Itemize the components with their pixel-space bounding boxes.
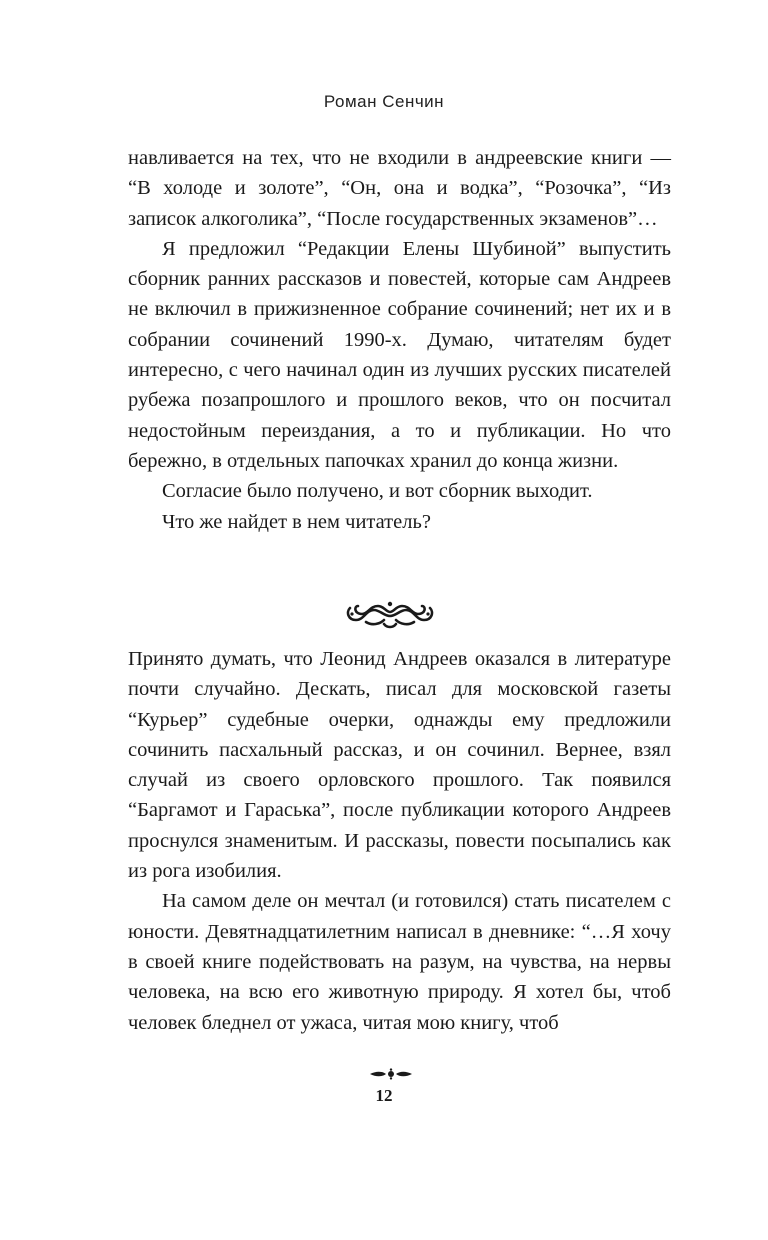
running-head: Роман Сенчин [323, 92, 445, 111]
paragraph-proposal: Я предложил “Редакции Елены Шубиной” выпустить сборник ранних рассказов и повестей, которые сам Андреев не включил в прижизненное собрание сочинений; нет их и в собрании сочинений 1990-х. Думаю, читателям будет интересно, с чего начинал один из лучших русских писателей рубежа позапрошлого и прошлого веков, что он посчитал недостойным переиздания, а то и публикации. Но что бережно, в отдельных папочках хранил до конца жизни. [128, 237, 671, 472]
paragraph-agreement: Согласие было получено, и вот сборник выходит. [162, 480, 593, 503]
text-section-2 [128, 644, 671, 1038]
text-section-1 [128, 143, 671, 537]
footer-ornament-icon [368, 1068, 414, 1080]
paragraph-continuation: навливается на тех, что не входили в андреевские книги — “В холоде и золоте”, “Он, она и водка”, “Розочка”, “Из записок алкоголика”, “После государственных экзаменов”… [128, 147, 671, 230]
paragraph-legend: Принято думать, что Леонид Андреев оказался в литературе почти случайно. Дескать, писал для московской газеты “Курьер” судебные очерки, однажды ему предложили сочинить пасхальный рассказ, и он сочинил. Вернее, взял случай из своего орловского прошлого. Так появился “Баргамот и Гараська”, после публикации которого Андреев проснулся знаменитым. И рассказы, повести посыпались как из рога изобилия. [128, 648, 671, 883]
paragraph-question: Что же найдет в нем читатель? [162, 510, 431, 533]
vignette-ornament-icon [344, 598, 436, 630]
paragraph-diary: На самом деле он мечтал (и готовился) стать писателем с юности. Девятнадцатилетним написал в дневнике: “…Я хочу в своей книге подействовать на разум, на чувства, на нервы человека, на всю его животную природу. Я хотел бы, чтоб человек бледнел от ужаса, читая мою книгу, чтоб [128, 890, 671, 1034]
page-number: 12 [375, 1086, 393, 1105]
